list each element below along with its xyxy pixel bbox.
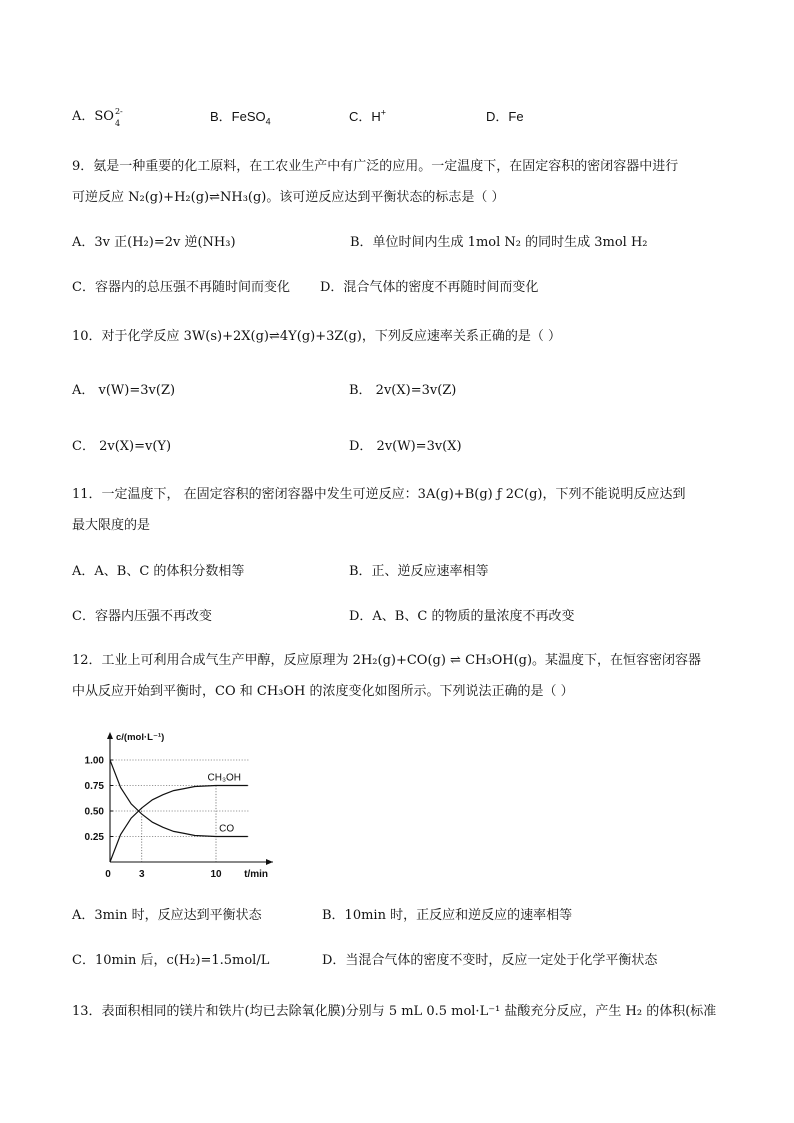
q12-option-d: D．当混合气体的密度不变时，反应一定处于化学平衡状态 bbox=[322, 953, 658, 968]
q11-option-c: C．容器内压强不再改变 bbox=[72, 609, 212, 624]
q13-stem-line1: 13．表面积相同的镁片和铁片(均已去除氧化膜)分别与 5 mL 0.5 mol·L⁻¹ 盐酸充分反应，产生 H₂ 的体积(标准 bbox=[72, 1004, 717, 1019]
y-tick-label-3: 0.25 bbox=[84, 832, 104, 843]
q11-option-a: A．A、B、C 的体积分数相等 bbox=[72, 564, 245, 579]
q11-stem-line2: 最大限度的是 bbox=[72, 518, 151, 533]
q8-option-a bbox=[72, 107, 124, 128]
q8-option-b-sub: 4 bbox=[265, 116, 271, 127]
y-axis-label: c/(mol·L⁻¹) bbox=[116, 732, 165, 743]
q12-option-b: B．10min 时，正反应和逆反应的速率相等 bbox=[322, 908, 573, 923]
q12-stem-line1: 12．工业上可利用合成气生产甲醇，反应原理为 2H₂(g)+CO(g) ⇌ CH₃OH(g)。某温度下，在恒容密闭容器 bbox=[72, 653, 702, 668]
series-label-1: CO bbox=[219, 823, 235, 835]
q10-option-b: B． 2v(X)=3v(Z) bbox=[349, 383, 457, 398]
q8-option-b bbox=[210, 109, 271, 125]
q8-option-c-sup: + bbox=[380, 107, 387, 118]
y-tick-label-0: 1.00 bbox=[84, 755, 104, 767]
x-axis-arrow bbox=[266, 859, 273, 865]
q12-stem-line2: 中从反应开始到平衡时，CO 和 CH₃OH 的浓度变化如图所示。下列说法正确的是（ ） bbox=[72, 684, 574, 699]
q8-option-a-formula: SO bbox=[94, 109, 114, 124]
q8-option-a-sup: 2- bbox=[114, 107, 123, 116]
y-tick-label-1: 0.75 bbox=[84, 781, 104, 792]
q10-option-a: A． v(W)=3v(Z) bbox=[72, 383, 176, 398]
q9-option-b: B．单位时间内生成 1mol N₂ 的同时生成 3mol H₂ bbox=[350, 235, 648, 250]
q11-option-b: B．正、逆反应速率相等 bbox=[349, 564, 489, 579]
q8-option-a-sub: 4 bbox=[114, 119, 121, 128]
x-axis-label: t/min bbox=[244, 869, 268, 880]
x-tick-label-2: 10 bbox=[210, 869, 222, 880]
q10-option-c: C． 2v(X)=v(Y) bbox=[72, 439, 172, 454]
q8-option-b-text: B．FeSO bbox=[210, 109, 266, 124]
q8-option-a-prefix: A． bbox=[72, 109, 95, 124]
q9-option-d: D．混合气体的密度不再随时间而变化 bbox=[320, 280, 539, 295]
q11-stem-line1: 11．一定温度下， 在固定容积的密闭容器中发生可逆反应：3A(g)+B(g) ƒ 2C(g)，下列不能说明反应达到 bbox=[72, 487, 686, 502]
q8-option-c bbox=[349, 109, 386, 125]
q8-option-c-text: C．H bbox=[349, 109, 381, 124]
q8-option-d: D．Fe bbox=[486, 109, 524, 124]
x-tick-label-0: 0 bbox=[105, 869, 111, 880]
x-tick-label-1: 3 bbox=[139, 869, 145, 880]
q12-option-a: A．3min 时，反应达到平衡状态 bbox=[72, 908, 262, 923]
series-label-0: CH₃OH bbox=[207, 772, 242, 784]
y-axis-arrow bbox=[107, 732, 113, 739]
q9-stem-line2: 可逆反应 N₂(g)+H₂(g)⇌NH₃(g)。该可逆反应达到平衡状态的标志是（ ） bbox=[72, 190, 505, 205]
concentration-time-graph bbox=[68, 728, 278, 880]
y-tick-label-2: 0.50 bbox=[84, 806, 104, 818]
q10-option-d: D． 2v(W)=3v(X) bbox=[349, 439, 462, 454]
q9-stem-line1: 9．氨是一种重要的化工原料，在工农业生产中有广泛的应用。一定温度下，在固定容积的密闭容器中进行 bbox=[72, 159, 679, 174]
q11-option-d: D．A、B、C 的物质的量浓度不再改变 bbox=[349, 609, 575, 624]
q10-stem: 10．对于化学反应 3W(s)+2X(g)⇌4Y(g)+3Z(g)，下列反应速率关系正确的是（ ） bbox=[72, 329, 562, 344]
q9-option-a: A．3v 正(H₂)=2v 逆(NH₃) bbox=[72, 235, 236, 250]
q9-option-c: C．容器内的总压强不再随时间而变化 bbox=[72, 280, 290, 295]
q12-option-c: C．10min 后，c(H₂)=1.5mol/L bbox=[72, 953, 270, 968]
